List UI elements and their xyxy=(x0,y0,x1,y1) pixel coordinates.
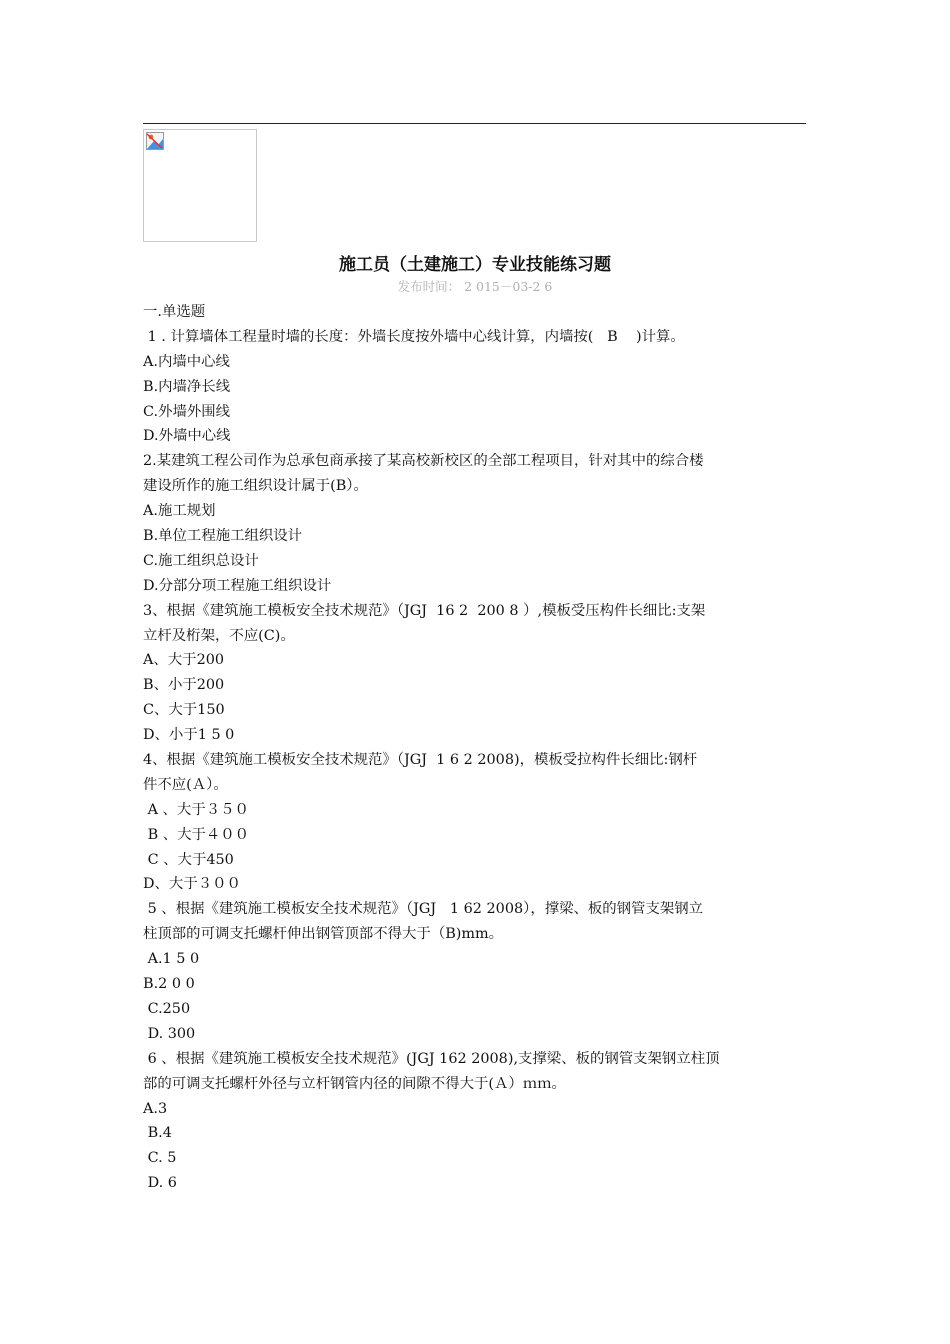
text-line: 2.某建筑工程公司作为总承包商承接了某高校新校区的全部工程项目，针对其中的综合楼 xyxy=(143,453,704,470)
text-line: B 、大于４００ xyxy=(143,826,250,843)
text-line: 6 、根据《建筑施工模板安全技术规范》(JGJ 162 2008),支撑梁、板的钢管支架钢立柱顶 xyxy=(143,1050,720,1067)
text-line: C.施工组织总设计 xyxy=(143,552,259,569)
text-line: 3、根据《建筑施工模板安全技术规范》（JGJ 16 2 200 8 ）,模板受压构件长细比:支架 xyxy=(143,602,706,619)
text-line: D.外墙中心线 xyxy=(143,428,231,445)
text-line: A、大于200 xyxy=(143,652,225,669)
text-line: A.内墙中心线 xyxy=(143,353,230,370)
text-line: C 、大于450 xyxy=(143,851,234,868)
text-line: 4、根据《建筑施工模板安全技术规范》（JGJ 1 6 2 2008)，模板受拉构件长细比:钢杆 xyxy=(143,752,698,769)
text-line: D. 6 xyxy=(143,1175,177,1192)
text-line: B.单位工程施工组织设计 xyxy=(143,528,303,545)
text-line: C.250 xyxy=(143,1000,191,1017)
broken-image-placeholder xyxy=(143,129,257,242)
text-line: 件不应(Ａ）。 xyxy=(143,776,228,793)
text-line: 部的可调支托螺杆外径与立杆钢管内径的间隙不得大于(Ａ）ｍｍ。 xyxy=(143,1075,566,1092)
question-list xyxy=(143,325,811,1196)
text-line: 建设所作的施工组织设计属于(B）。 xyxy=(143,478,368,495)
text-line: B.4 xyxy=(143,1125,172,1142)
text-line: D、大于３００ xyxy=(143,876,241,893)
text-line: 柱顶部的可调支托螺杆伸出钢管顶部不得大于（B)mm。 xyxy=(143,926,504,943)
text-line: A.施工规划 xyxy=(143,503,216,520)
text-line: B.内墙净长线 xyxy=(143,378,231,395)
text-line: B、小于200 xyxy=(143,677,225,694)
broken-image-icon xyxy=(146,132,164,150)
text-line: 5 、根据《建筑施工模板安全技术规范》（JGJ 1 62 2008），撑梁、板的钢管支架钢立 xyxy=(143,901,704,918)
text-line: C、大于150 xyxy=(143,702,225,719)
section-heading: 一.单选题 xyxy=(143,304,206,320)
text-line: 1 . 计算墙体工程量时墙的长度：外墙长度按外墙中心线计算，内墙按( B )计算。 xyxy=(143,328,685,345)
text-line: D. 300 xyxy=(143,1025,196,1042)
text-line: A.3 xyxy=(143,1100,168,1117)
header-rule xyxy=(143,123,806,124)
text-line: C.外墙外围线 xyxy=(143,403,231,420)
text-line: A.1 5 0 xyxy=(143,951,200,968)
text-line: B.2 0 0 xyxy=(143,976,195,993)
text-line: A 、大于３５０ xyxy=(143,801,249,818)
publish-date: 发布时间： 2 015－03-2 6 xyxy=(397,279,553,294)
text-line: D.分部分项工程施工组织设计 xyxy=(143,577,332,594)
document-title: 施工员（土建施工）专业技能练习题 xyxy=(339,255,611,275)
text-line: D、小于1 5 0 xyxy=(143,727,235,744)
text-line: 立杆及桁架，不应(C)。 xyxy=(143,627,295,644)
text-line: C. 5 xyxy=(143,1150,177,1167)
document-body xyxy=(143,300,811,1196)
